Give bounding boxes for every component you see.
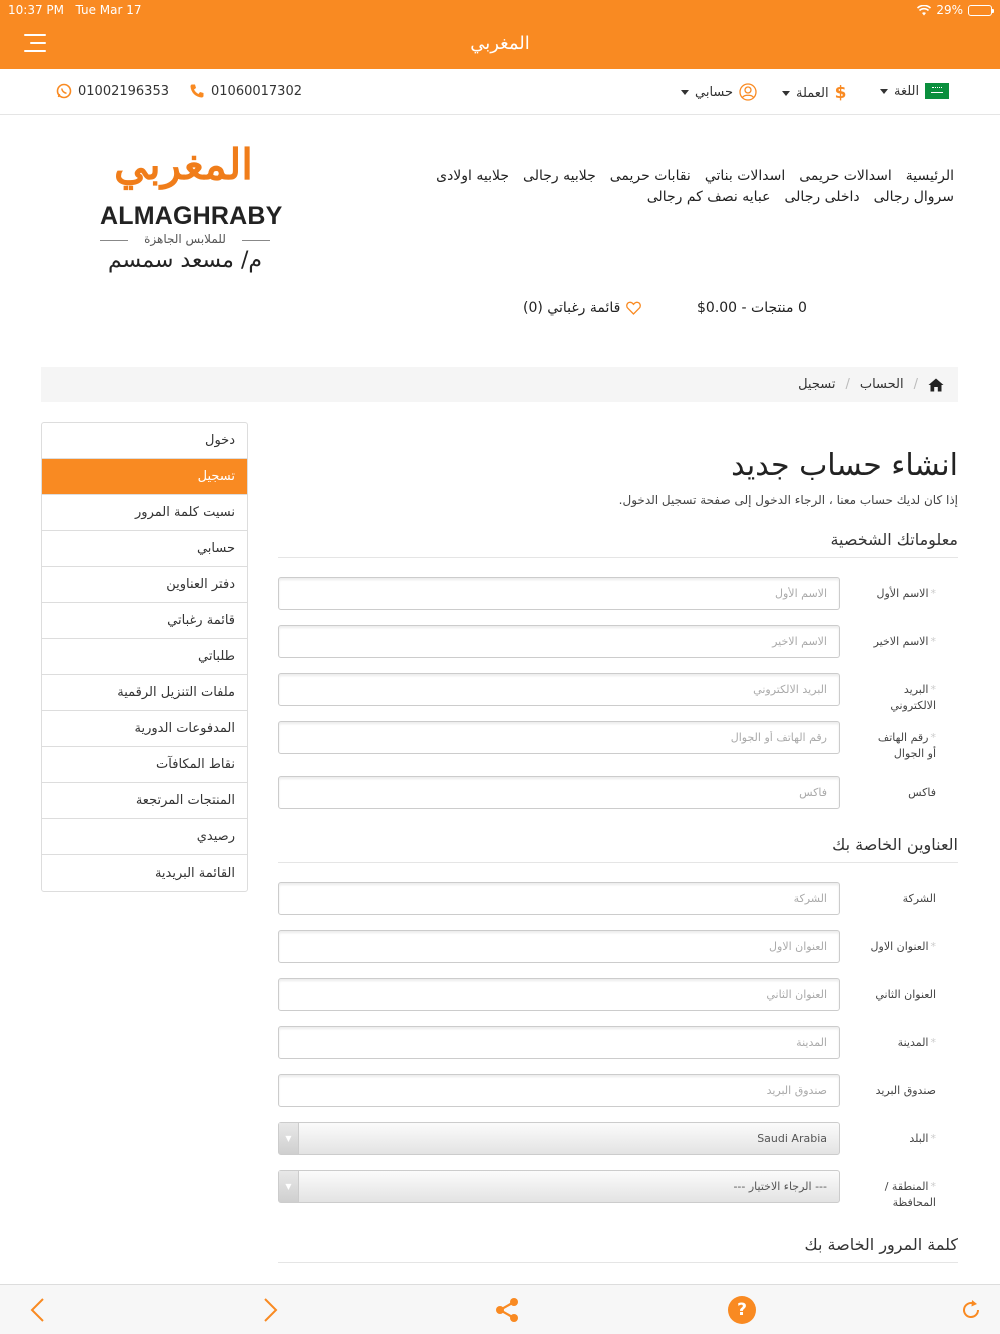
fax-label: فاكس <box>908 786 936 799</box>
help-icon[interactable]: ? <box>727 1295 757 1325</box>
top-info-bar <box>0 69 1000 115</box>
whatsapp-icon <box>56 83 72 99</box>
wifi-icon <box>917 5 931 16</box>
breadcrumb-account[interactable]: الحساب <box>859 377 904 392</box>
wishlist-link[interactable] <box>523 300 641 316</box>
country-label: *البلد <box>909 1132 936 1145</box>
bottom-toolbar <box>0 1284 1000 1334</box>
currency-label: العملة <box>796 85 829 101</box>
battery-icon <box>968 5 992 16</box>
sidebar-item-orders[interactable]: طلباتي <box>42 639 247 675</box>
register-form <box>278 440 958 1284</box>
logo-english: ALMAGHRABY <box>100 202 283 230</box>
telephone-label: *رقم الهاتف أو الجوال <box>877 731 936 760</box>
lastname-label: *الاسم الاخير <box>873 635 936 648</box>
sidebar-item-recurring[interactable]: المدفوعات الدورية <box>42 711 247 747</box>
sidebar-item-reward-points[interactable]: نقاط المكافآت <box>42 747 247 783</box>
nav-item[interactable]: سروال رجالى <box>873 189 954 205</box>
postcode-label: صندوق البريد <box>875 1084 936 1097</box>
heart-icon <box>626 301 641 315</box>
firstname-label: *الاسم الأول <box>876 587 936 600</box>
nav-item[interactable]: جلابيه رجالى <box>523 168 596 184</box>
nav-item[interactable]: جلابيه اولادى <box>436 168 510 184</box>
app-title: المغربي <box>470 33 530 54</box>
firstname-input[interactable] <box>278 577 840 610</box>
address2-input[interactable] <box>278 978 840 1011</box>
whatsapp-link[interactable] <box>56 83 169 99</box>
sidebar-item-register[interactable]: تسجيل <box>42 459 247 495</box>
cart-summary[interactable]: 0 منتجات - 0.00$ <box>697 300 807 316</box>
city-input[interactable] <box>278 1026 840 1059</box>
site-logo[interactable] <box>96 132 283 282</box>
personal-info-legend: معلوماتك الشخصية <box>278 530 958 558</box>
address1-input[interactable] <box>278 930 840 963</box>
address-legend: العناوين الخاصة بك <box>278 835 958 863</box>
select-arrow-icon: ▼ <box>279 1123 299 1154</box>
breadcrumb <box>41 367 958 402</box>
account-sidebar <box>41 422 248 892</box>
sidebar-item-address-book[interactable]: دفتر العناوين <box>42 567 247 603</box>
account-label: حسابي <box>695 84 734 100</box>
account-dropdown[interactable] <box>681 83 757 101</box>
nav-item[interactable]: داخلى رجالى <box>784 189 860 205</box>
select-arrow-icon: ▼ <box>279 1171 299 1202</box>
whatsapp-number: 01002196353 <box>78 83 169 99</box>
chevron-down-icon <box>880 89 888 94</box>
sidebar-item-forgotten-password[interactable]: نسيت كلمة المرور <box>42 495 247 531</box>
sidebar-item-downloads[interactable]: ملفات التنزيل الرقمية <box>42 675 247 711</box>
address2-label: العنوان الثاني <box>875 988 936 1001</box>
logo-owner: م/ مسعد سمسم <box>107 248 262 273</box>
sidebar-item-returns[interactable]: المنتجات المرتجعة <box>42 783 247 819</box>
address1-label: *العنوان الاول <box>870 940 936 953</box>
language-label: اللغة <box>894 83 920 99</box>
email-label: *البريد الالكتروني <box>890 683 936 712</box>
zone-label: *المنطقة / المحافظة <box>884 1180 936 1209</box>
sidebar-item-account[interactable]: حسابي <box>42 531 247 567</box>
telephone-input[interactable] <box>278 721 840 754</box>
phone-link[interactable] <box>189 83 302 99</box>
wishlist-label: قائمة رغباتي (0) <box>523 300 621 316</box>
country-value: Saudi Arabia <box>757 1132 827 1145</box>
flag-icon <box>925 83 949 99</box>
city-label: *المدينة <box>897 1036 936 1049</box>
phone-icon <box>189 83 205 99</box>
zone-select[interactable] <box>278 1170 840 1203</box>
user-icon <box>739 83 757 101</box>
intro-text: إذا كان لديك حساب معنا ، الرجاء الدخول إلى صفحة تسجيل الدخول. <box>618 493 958 507</box>
email-input[interactable] <box>278 673 840 706</box>
main-nav <box>394 166 954 208</box>
postcode-input[interactable] <box>278 1074 840 1107</box>
dollar-icon: $ <box>834 83 847 103</box>
sidebar-item-login[interactable]: دخول <box>42 423 247 459</box>
forward-icon[interactable] <box>256 1295 286 1325</box>
status-time: 10:37 PM Tue Mar 17 <box>8 3 142 17</box>
lastname-input[interactable] <box>278 625 840 658</box>
battery-percent: 29% <box>936 3 963 17</box>
nav-item[interactable]: نقابات حريمى <box>609 168 691 184</box>
language-dropdown[interactable] <box>880 83 949 99</box>
chevron-down-icon <box>681 90 689 95</box>
breadcrumb-separator: / <box>913 377 918 392</box>
nav-item[interactable]: عبايه نصف كم رجالى <box>646 189 771 205</box>
status-right <box>917 3 992 17</box>
phone-number: 01060017302 <box>211 83 302 99</box>
back-icon[interactable] <box>22 1295 52 1325</box>
country-select[interactable] <box>278 1122 840 1155</box>
breadcrumb-register[interactable]: تسجيل <box>798 377 836 392</box>
home-icon[interactable] <box>928 378 944 392</box>
app-header <box>0 0 1000 69</box>
sidebar-item-transactions[interactable]: رصيدي <box>42 819 247 855</box>
company-label: الشركة <box>902 892 936 905</box>
sidebar-item-newsletter[interactable]: القائمة البريدية <box>154 865 235 881</box>
page-title: انشاء حساب جديد <box>731 448 958 483</box>
share-icon[interactable] <box>492 1295 522 1325</box>
sidebar-item-wishlist[interactable]: قائمة رغباتي <box>42 603 247 639</box>
nav-item-home[interactable]: الرئيسية <box>905 168 954 184</box>
chevron-down-icon <box>782 91 790 96</box>
nav-item[interactable]: اسدالات حريمى <box>799 168 892 184</box>
logo-tagline: للملابس الجاهزة <box>100 232 270 246</box>
reload-icon[interactable] <box>956 1295 986 1325</box>
company-input[interactable] <box>278 882 840 915</box>
password-legend: كلمة المرور الخاصة بك <box>278 1235 958 1263</box>
nav-row <box>394 166 954 187</box>
nav-item[interactable]: اسدالات بناتي <box>704 168 786 184</box>
currency-dropdown[interactable] <box>782 83 846 103</box>
logo-arabic: المغربي <box>114 140 253 189</box>
breadcrumb-separator: / <box>845 377 850 392</box>
zone-value: --- الرجاء الاختيار --- <box>733 1180 827 1193</box>
status-bar <box>0 3 1000 19</box>
nav-row <box>394 187 954 208</box>
fax-input[interactable] <box>278 776 840 809</box>
